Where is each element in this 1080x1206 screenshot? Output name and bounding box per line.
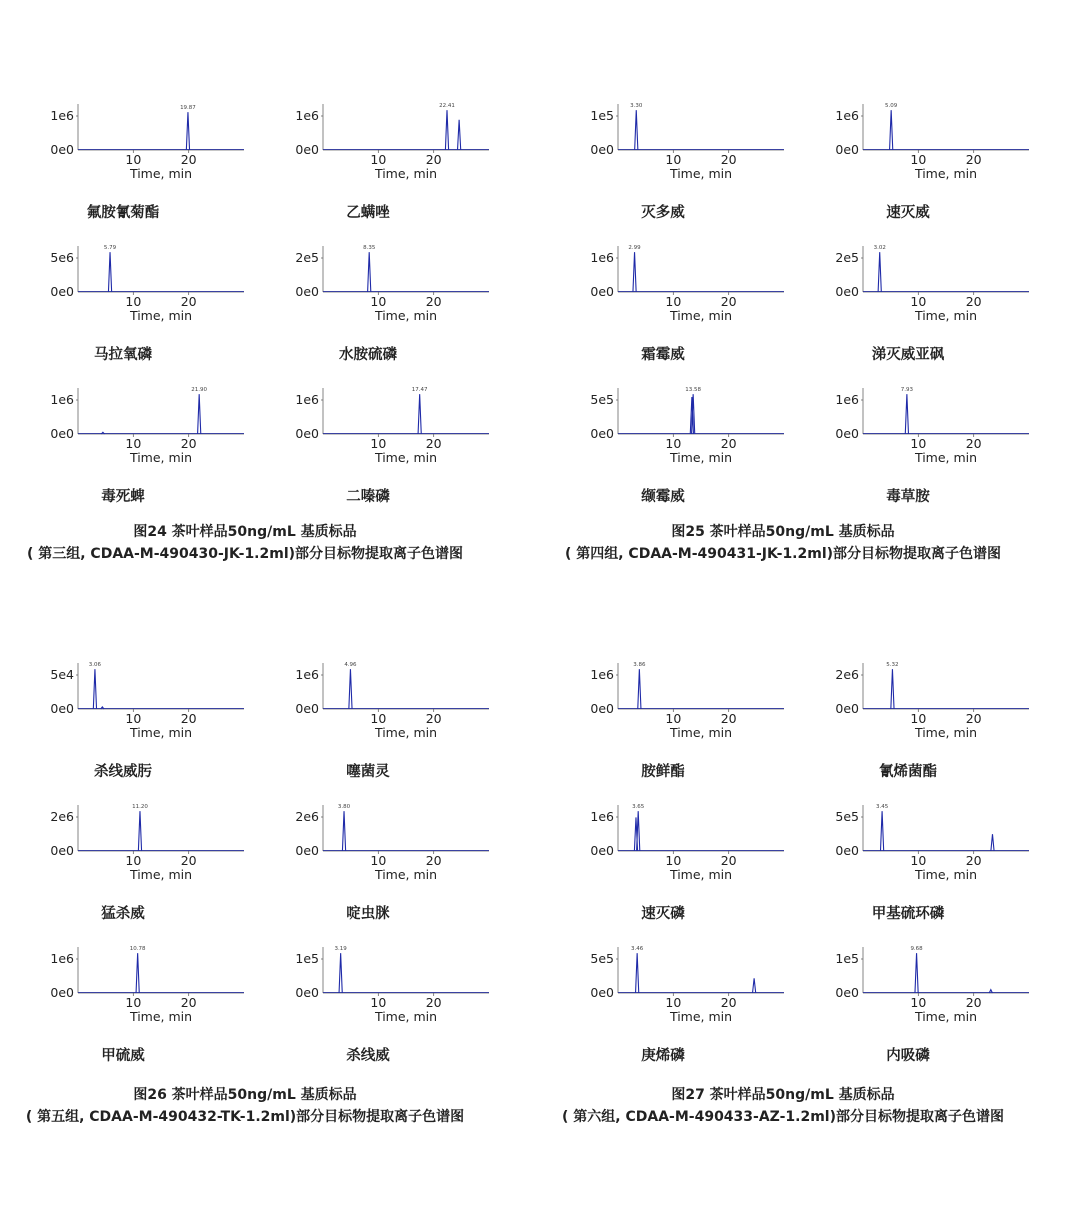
y-tick-label: 2e6 (295, 809, 319, 824)
chromatogram-peak (890, 110, 893, 150)
y-tick-label: 0e0 (835, 985, 859, 1000)
x-tick-label: 10 (370, 995, 387, 1010)
x-axis-label: Time, min (914, 867, 978, 882)
x-tick-label: 10 (370, 853, 387, 868)
chromatogram-peak (186, 112, 189, 150)
x-tick-label: 20 (965, 294, 982, 309)
figure-caption-line2: ( 第六组, CDAA-M-490433-AZ-1.2ml)部分目标物提取离子色谱图 (562, 1109, 1004, 1125)
chromatogram-plot (295, 804, 489, 922)
chromatogram-plot (50, 804, 244, 922)
chromatogram-plot (835, 387, 1029, 505)
x-tick-label: 10 (370, 152, 387, 167)
y-tick-label: 0e0 (835, 426, 859, 441)
x-tick-label: 20 (965, 711, 982, 726)
chromatogram-peak (633, 252, 636, 292)
y-tick-label: 1e6 (295, 392, 319, 407)
y-tick-label: 5e5 (835, 809, 859, 824)
chromatogram-peak (339, 953, 342, 993)
y-tick-label: 0e0 (50, 284, 74, 299)
compound-name: 甲基硫环磷 (871, 906, 945, 922)
figure-caption-line1: 图25 茶叶样品50ng/mL 基质标品 (671, 524, 895, 540)
peak-rt-label: 5.09 (885, 103, 898, 110)
chromatogram-peak (138, 811, 141, 851)
x-tick-label: 10 (910, 294, 927, 309)
x-tick-label: 10 (665, 711, 682, 726)
chromatogram-plot (590, 387, 784, 505)
figure-caption-line1: 图26 茶叶样品50ng/mL 基质标品 (133, 1087, 357, 1103)
x-tick-label: 20 (720, 711, 737, 726)
x-axis-label: Time, min (374, 308, 438, 323)
x-axis-label: Time, min (914, 166, 978, 181)
chromatogram-peak (342, 811, 345, 851)
x-axis-label: Time, min (129, 867, 193, 882)
y-tick-label: 0e0 (295, 701, 319, 716)
y-tick-label: 0e0 (295, 284, 319, 299)
y-tick-label: 0e0 (50, 985, 74, 1000)
chromatogram-plot (835, 662, 1029, 780)
x-tick-label: 10 (370, 436, 387, 451)
chromatogram-plot (295, 662, 489, 780)
x-axis-label: Time, min (669, 867, 733, 882)
x-axis-label: Time, min (374, 450, 438, 465)
peak-rt-label: 5.79 (103, 245, 117, 252)
peak-rt-label: 3.46 (631, 946, 644, 953)
figure-panel-2 (565, 103, 1029, 562)
compound-name: 甲硫威 (101, 1048, 145, 1064)
compound-name: 毒死蜱 (101, 489, 145, 505)
chromatogram-peak (636, 953, 639, 993)
x-axis-label: Time, min (669, 1009, 733, 1024)
x-axis-label: Time, min (374, 1009, 438, 1024)
y-tick-label: 1e6 (50, 392, 74, 407)
y-tick-label: 1e6 (295, 108, 319, 123)
chromatogram-plot (50, 245, 244, 363)
figure-caption-line1: 图24 茶叶样品50ng/mL 基质标品 (133, 524, 357, 540)
peak-rt-label: 4.96 (344, 662, 357, 669)
x-tick-label: 20 (720, 294, 737, 309)
y-tick-label: 0e0 (295, 843, 319, 858)
y-tick-label: 1e5 (295, 951, 319, 966)
y-tick-label: 2e5 (295, 250, 319, 265)
x-tick-label: 20 (425, 995, 442, 1010)
peak-rt-label: 3.45 (875, 804, 889, 811)
x-axis-label: Time, min (669, 450, 733, 465)
chromatogram-peak (891, 669, 894, 709)
x-tick-label: 10 (125, 152, 142, 167)
compound-name: 氰烯菌酯 (879, 764, 937, 780)
y-tick-label: 1e5 (590, 108, 614, 123)
y-tick-label: 0e0 (835, 142, 859, 157)
x-tick-label: 20 (425, 711, 442, 726)
chromatogram-plot (590, 804, 784, 922)
x-tick-label: 10 (665, 294, 682, 309)
x-tick-label: 10 (125, 853, 142, 868)
chromatogram-plot (835, 245, 1029, 363)
y-tick-label: 0e0 (50, 843, 74, 858)
x-axis-label: Time, min (914, 1009, 978, 1024)
compound-name: 啶虫脒 (346, 906, 390, 922)
chromatogram-peak (136, 953, 139, 993)
y-tick-label: 0e0 (590, 843, 614, 858)
y-tick-label: 0e0 (835, 843, 859, 858)
x-axis-label: Time, min (129, 1009, 193, 1024)
chromatogram-plot (295, 245, 489, 363)
peak-rt-label: 21.90 (191, 387, 208, 394)
y-tick-label: 1e6 (835, 108, 859, 123)
figure-panel-3 (26, 662, 489, 1125)
x-tick-label: 10 (665, 152, 682, 167)
x-tick-label: 10 (125, 711, 142, 726)
x-axis-label: Time, min (374, 725, 438, 740)
y-tick-label: 1e6 (50, 108, 74, 123)
chromatogram-plot (835, 804, 1029, 922)
peak-rt-label: 5.32 (886, 662, 899, 669)
x-axis-label: Time, min (669, 166, 733, 181)
chromatogram-peak (915, 953, 918, 993)
compound-name: 灭多威 (641, 205, 685, 221)
x-tick-label: 20 (180, 436, 197, 451)
x-axis-label: Time, min (914, 450, 978, 465)
x-tick-label: 20 (180, 995, 197, 1010)
y-tick-label: 1e6 (590, 250, 614, 265)
x-tick-label: 20 (180, 152, 197, 167)
chromatogram-peak (198, 394, 201, 434)
compound-name: 缬霉威 (641, 489, 685, 505)
peak-rt-label: 3.02 (873, 245, 886, 252)
chromatogram-plot (835, 103, 1029, 221)
compound-name: 猛杀威 (101, 906, 145, 922)
chromatogram-peak (93, 669, 96, 709)
compound-name: 马拉氧磷 (94, 347, 152, 363)
x-tick-label: 10 (125, 995, 142, 1010)
x-tick-label: 20 (965, 853, 982, 868)
compound-name: 胺鲜酯 (641, 764, 685, 780)
peak-rt-label: 13.58 (685, 387, 702, 394)
chromatogram-plot (835, 946, 1029, 1064)
y-tick-label: 5e6 (50, 250, 74, 265)
y-tick-label: 1e6 (590, 809, 614, 824)
x-axis-label: Time, min (129, 725, 193, 740)
y-tick-label: 1e6 (50, 951, 74, 966)
x-axis-label: Time, min (914, 725, 978, 740)
y-tick-label: 0e0 (590, 701, 614, 716)
y-tick-label: 5e5 (590, 951, 614, 966)
x-tick-label: 20 (720, 995, 737, 1010)
chromatogram-peak (108, 252, 111, 292)
y-tick-label: 5e5 (590, 392, 614, 407)
figure-caption-line2: ( 第五组, CDAA-M-490432-TK-1.2ml)部分目标物提取离子色谱图 (25, 1109, 465, 1125)
x-tick-label: 10 (665, 436, 682, 451)
x-tick-label: 10 (125, 436, 142, 451)
peak-rt-label: 10.78 (129, 946, 146, 953)
compound-name: 庚烯磷 (641, 1048, 685, 1064)
chromatogram-peak (638, 669, 641, 709)
chromatogram-peak (880, 811, 883, 851)
figure-panel-1 (27, 103, 489, 562)
chromatogram-plot (50, 387, 244, 505)
y-tick-label: 0e0 (590, 985, 614, 1000)
compound-name: 内吸磷 (886, 1048, 930, 1064)
peak-rt-label: 3.86 (633, 662, 646, 669)
y-tick-label: 2e5 (835, 250, 859, 265)
x-tick-label: 20 (720, 152, 737, 167)
compound-name: 杀线威肟 (94, 764, 152, 780)
peak-rt-label: 3.65 (632, 804, 645, 811)
chromatogram-plot (590, 245, 784, 363)
chromatogram-plot (50, 104, 244, 221)
compound-name: 乙螨唑 (346, 205, 390, 221)
y-tick-label: 1e6 (835, 392, 859, 407)
peak-rt-label: 22.41 (439, 103, 455, 110)
x-tick-label: 10 (665, 995, 682, 1010)
x-tick-label: 10 (910, 853, 927, 868)
x-tick-label: 20 (965, 152, 982, 167)
x-axis-label: Time, min (374, 867, 438, 882)
peak-rt-label: 17.47 (411, 387, 428, 394)
chromatogram-plot (295, 103, 489, 221)
y-tick-label: 1e6 (295, 667, 319, 682)
figure-caption-line2: ( 第三组, CDAA-M-490430-JK-1.2ml)部分目标物提取离子色谱图 (26, 546, 464, 562)
compound-name: 二嗪磷 (346, 489, 390, 505)
x-axis-label: Time, min (374, 166, 438, 181)
y-tick-label: 0e0 (50, 701, 74, 716)
x-tick-label: 20 (965, 995, 982, 1010)
y-tick-label: 1e5 (835, 951, 859, 966)
x-tick-label: 20 (720, 853, 737, 868)
y-tick-label: 2e6 (50, 809, 74, 824)
x-tick-label: 20 (425, 853, 442, 868)
peak-rt-label: 9.68 (910, 946, 923, 953)
y-tick-label: 2e6 (835, 667, 859, 682)
peak-rt-label: 11.20 (132, 804, 148, 811)
y-tick-label: 1e6 (590, 667, 614, 682)
chromatogram-plot (590, 103, 784, 221)
y-tick-label: 0e0 (295, 985, 319, 1000)
chromatogram-plot (295, 946, 489, 1064)
x-tick-label: 10 (910, 152, 927, 167)
chromatogram-plot (295, 387, 489, 505)
x-tick-label: 10 (910, 995, 927, 1010)
peak-rt-label: 19.87 (180, 105, 196, 112)
compound-name: 杀线威 (346, 1048, 390, 1064)
peak-rt-label: 3.30 (630, 103, 643, 110)
x-tick-label: 10 (370, 294, 387, 309)
x-tick-label: 20 (180, 294, 197, 309)
x-tick-label: 20 (425, 152, 442, 167)
chromatogram-peak (634, 817, 637, 851)
peak-rt-label: 8.35 (363, 245, 376, 252)
x-axis-label: Time, min (129, 308, 193, 323)
chromatogram-peak (458, 120, 461, 150)
y-tick-label: 0e0 (50, 426, 74, 441)
chromatogram-peak (445, 110, 448, 150)
x-tick-label: 20 (180, 711, 197, 726)
x-tick-label: 20 (425, 436, 442, 451)
y-tick-label: 0e0 (835, 701, 859, 716)
figure-caption-line1: 图27 茶叶样品50ng/mL 基质标品 (671, 1087, 895, 1103)
y-tick-label: 0e0 (50, 142, 74, 157)
compound-name: 水胺硫磷 (339, 347, 397, 363)
compound-name: 霜霉威 (641, 347, 685, 363)
x-axis-label: Time, min (129, 166, 193, 181)
chromatogram-peak (349, 669, 352, 709)
chromatogram-peak (878, 252, 881, 292)
compound-name: 氟胺氰菊酯 (86, 205, 160, 221)
chromatogram-peak (635, 110, 638, 150)
y-tick-label: 5e4 (50, 667, 74, 682)
chromatogram-peak (991, 834, 994, 851)
chromatogram-peak (905, 394, 908, 434)
figure-panel-4 (562, 662, 1029, 1125)
chromatogram-peak (368, 252, 371, 292)
chromatogram-plot (590, 662, 784, 780)
chromatogram-plot (50, 946, 244, 1064)
chromatogram-peak (753, 978, 756, 993)
peak-rt-label: 3.80 (337, 804, 351, 811)
y-tick-label: 0e0 (590, 426, 614, 441)
chromatogram-peak (418, 394, 421, 434)
x-tick-label: 10 (125, 294, 142, 309)
x-tick-label: 20 (720, 436, 737, 451)
figure-caption-line2: ( 第四组, CDAA-M-490431-JK-1.2ml)部分目标物提取离子色谱图 (564, 546, 1002, 562)
x-tick-label: 20 (965, 436, 982, 451)
compound-name: 噻菌灵 (346, 764, 390, 780)
compound-name: 速灭威 (886, 205, 930, 221)
peak-rt-label: 2.99 (628, 245, 641, 252)
x-axis-label: Time, min (914, 308, 978, 323)
x-tick-label: 20 (180, 853, 197, 868)
peak-rt-label: 7.93 (900, 387, 914, 394)
peak-rt-label: 3.06 (88, 662, 102, 669)
y-tick-label: 0e0 (590, 142, 614, 157)
x-axis-label: Time, min (669, 308, 733, 323)
x-tick-label: 20 (425, 294, 442, 309)
x-axis-label: Time, min (669, 725, 733, 740)
x-axis-label: Time, min (129, 450, 193, 465)
x-tick-label: 10 (665, 853, 682, 868)
peak-rt-label: 3.19 (334, 946, 347, 953)
x-tick-label: 10 (370, 711, 387, 726)
compound-name: 涕灭威亚砜 (871, 347, 945, 363)
y-tick-label: 0e0 (835, 284, 859, 299)
chromatogram-plot (50, 662, 244, 780)
chromatogram-plot (590, 946, 784, 1064)
y-tick-label: 0e0 (295, 142, 319, 157)
x-tick-label: 10 (910, 436, 927, 451)
y-tick-label: 0e0 (590, 284, 614, 299)
y-tick-label: 0e0 (295, 426, 319, 441)
x-tick-label: 10 (910, 711, 927, 726)
compound-name: 毒草胺 (886, 489, 930, 505)
compound-name: 速灭磷 (641, 906, 685, 922)
